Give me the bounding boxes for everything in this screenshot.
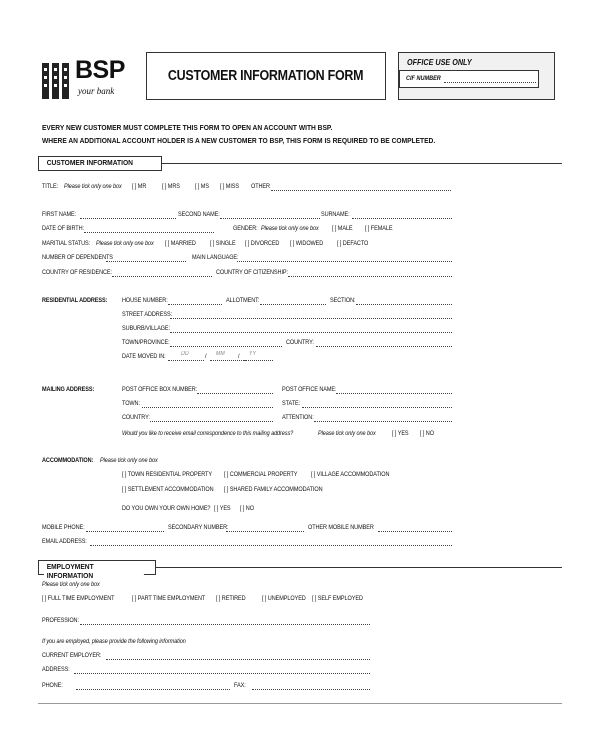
mail-country-label: COUNTRY: [122,414,150,421]
employer-address-label: ADDRESS: [42,666,70,673]
allotment-label: ALLOTMENT: [226,297,260,304]
form-title-box [146,52,386,100]
mail-town-label: TOWN: [122,400,140,407]
employer-phone-field[interactable] [76,689,230,690]
employment-info-header [38,560,156,580]
own-home-label: DO YOU OWN YOUR OWN HOME? [122,505,211,512]
email-question: Would you like to receive email correspondence to this mailing address? [122,430,294,437]
mail-country-field[interactable] [150,421,273,422]
emp-retired[interactable]: [ ] RETIRED [216,595,246,602]
marital-widowed[interactable]: [ ] WIDOWED [290,240,324,247]
residential-address-label: RESIDENTIAL ADDRESS: [42,297,108,304]
dependents-label: NUMBER OF DEPENDENTS [42,254,113,261]
town-province-field[interactable] [170,346,282,347]
profession-label: PROFESSION: [42,617,79,624]
country-residence-field[interactable] [112,276,212,277]
title-other: OTHER [251,183,270,190]
current-employer-label: CURRENT EMPLOYER: [42,652,102,659]
dob-label: DATE OF BIRTH: [42,225,84,232]
marital-married[interactable]: [ ] MARRIED [165,240,196,247]
section-rule [162,163,562,164]
marital-tick-note: Please tick only one box [96,240,154,247]
email-address-label: EMAIL ADDRESS: [42,538,87,545]
current-employer-field[interactable] [106,659,370,660]
employment-tick-note: Please tick only one box [42,581,100,588]
emp-self-employed[interactable]: [ ] SELF EMPLOYED [312,595,363,602]
main-language-field[interactable] [237,261,452,262]
bottom-rule [38,703,562,704]
main-language-label: MAIN LANGUAGE: [192,254,239,261]
own-home-no[interactable]: [ ] NO [240,505,254,512]
email-yes[interactable]: [ ] YES [392,430,409,437]
mailing-address-label: MAILING ADDRESS: [42,386,95,393]
secondary-number-field[interactable] [226,531,304,532]
email-question-tick-note: Please tick only one box [318,430,376,437]
date-moved-label: DATE MOVED IN: [122,353,166,360]
second-name-label: SECOND NAME: [178,211,220,218]
marital-defacto[interactable]: [ ] DEFACTO [337,240,369,247]
title-other-field[interactable] [271,190,451,191]
attention-label: ATTENTION: [282,414,314,421]
title-mr[interactable]: [ ] MR [132,183,147,190]
date-moved-yy-ph: YY [249,351,257,357]
gender-label: GENDER: [233,225,258,232]
country-label: COUNTRY: [286,339,314,346]
marital-single[interactable]: [ ] SINGLE [210,240,236,247]
surname-field[interactable] [352,218,452,219]
employer-fax-label: FAX: [234,682,246,689]
date-moved-mm-ph: MM [216,351,225,357]
attention-field[interactable] [314,421,452,422]
secondary-number-label: SECONDARY NUMBER: [168,524,229,531]
mobile-phone-field[interactable] [86,531,164,532]
accom-commercial[interactable]: [ ] COMMERCIAL PROPERTY [224,471,298,478]
date-moved-day[interactable] [168,360,204,361]
title-ms[interactable]: [ ] MS [195,183,209,190]
intro-line-1: EVERY NEW CUSTOMER MUST COMPLETE THIS FORM TO OPEN AN ACCOUNT WITH BSP. [42,123,333,132]
other-mobile-label: OTHER MOBILE NUMBER [308,524,374,531]
po-box-label: POST OFFICE BOX NUMBER: [122,386,198,393]
office-use-heading: OFFICE USE ONLY [407,58,472,67]
mobile-phone-label: MOBILE PHONE: [42,524,85,531]
accom-shared-family[interactable]: [ ] SHARED FAMILY ACCOMMODATION [224,486,323,493]
form-title: CUSTOMER INFORMATION FORM [168,68,364,84]
marital-divorced[interactable]: [ ] DIVORCED [245,240,280,247]
brand-name: BSP [75,56,125,84]
town-province-label: TOWN/PROVINCE: [122,339,170,346]
brand-tagline: your bank [78,86,115,96]
other-mobile-field[interactable] [378,531,452,532]
date-moved-dd-ph: DD [181,351,189,357]
employer-fax-field[interactable] [252,689,370,690]
mail-state-label: STATE: [282,400,301,407]
dependents-field[interactable] [106,261,186,262]
mail-town-field[interactable] [142,407,273,408]
gender-female[interactable]: [ ] FEMALE [365,225,393,232]
customer-info-heading: CUSTOMER INFORMATION [44,158,136,167]
emp-part-time[interactable]: [ ] PART TIME EMPLOYMENT [132,595,206,602]
mail-state-field[interactable] [302,407,452,408]
profession-field[interactable] [80,624,370,625]
suburb-field[interactable] [170,332,452,333]
accommodation-tick-note: Please tick only one box [100,457,158,464]
title-label: TITLE: [42,183,59,190]
first-name-field[interactable] [80,218,176,219]
second-name-field[interactable] [220,218,320,219]
emp-full-time[interactable]: [ ] FULL TIME EMPLOYMENT [42,595,115,602]
house-number-label: HOUSE NUMBER: [122,297,168,304]
customer-info-header [38,156,162,171]
date-moved-month[interactable] [210,360,246,361]
employer-phone-label: PHONE: [42,682,63,689]
email-address-field[interactable] [90,545,452,546]
street-address-field[interactable] [170,318,452,319]
emp-unemployed[interactable]: [ ] UNEMPLOYED [262,595,306,602]
date-sep-2: / [238,353,240,360]
date-moved-year[interactable] [243,360,273,361]
employer-address-field[interactable] [74,673,370,674]
title-mrs[interactable]: [ ] MRS [162,183,180,190]
employment-info-heading: EMPLOYMENT INFORMATION [44,562,144,580]
po-name-field[interactable] [336,393,452,394]
accom-town-residential[interactable]: [ ] TOWN RESIDENTIAL PROPERTY [122,471,212,478]
country-citizenship-field[interactable] [288,276,452,277]
date-sep-1: / [205,353,207,360]
intro-line-2: WHERE AN ADDITIONAL ACCOUNT HOLDER IS A NEW CUSTOMER TO BSP, THIS FORM IS REQUIRED TO BE COMPLETED. [42,136,436,145]
suburb-label: SUBURB/VILLAGE: [122,325,170,332]
marital-label: MARITIAL STATUS: [42,240,91,247]
own-home-yes[interactable]: [ ] YES [214,505,231,512]
accommodation-label: ACCOMMODATION: [42,457,94,464]
cif-number-box [399,70,539,88]
title-miss[interactable]: [ ] MISS [220,183,240,190]
accom-village[interactable]: [ ] VILLAGE ACCOMMODATION [311,471,390,478]
country-citizenship-label: COUNTRY OF CITIZENSHIP: [216,269,288,276]
country-residence-label: COUNTRY OF RESIDENCE: [42,269,113,276]
house-number-field[interactable] [168,304,222,305]
accom-settlement[interactable]: [ ] SETTLEMENT ACCOMMODATION [122,486,214,493]
street-address-label: STREET ADDRESS: [122,311,173,318]
if-employed-note: If you are employed, please provide the following information [42,638,186,645]
cif-label: CIF NUMBER [406,75,441,82]
country-field[interactable] [316,346,452,347]
section-field[interactable] [356,304,452,305]
section-rule [156,567,562,568]
email-no[interactable]: [ ] NO [420,430,434,437]
surname-label: SURNAME: [321,211,350,218]
title-tick-note: Please tick only one box [64,183,122,190]
cif-number-field[interactable] [444,82,536,83]
first-name-label: FIRST NAME: [42,211,77,218]
office-use-box [398,52,555,100]
section-label: SECTION: [330,297,356,304]
gender-tick-note: Please tick only one box [261,225,319,232]
gender-male[interactable]: [ ] MALE [332,225,353,232]
dob-field[interactable] [84,232,214,233]
po-name-label: POST OFFICE NAME: [282,386,337,393]
po-box-field[interactable] [197,393,273,394]
allotment-field[interactable] [260,304,326,305]
